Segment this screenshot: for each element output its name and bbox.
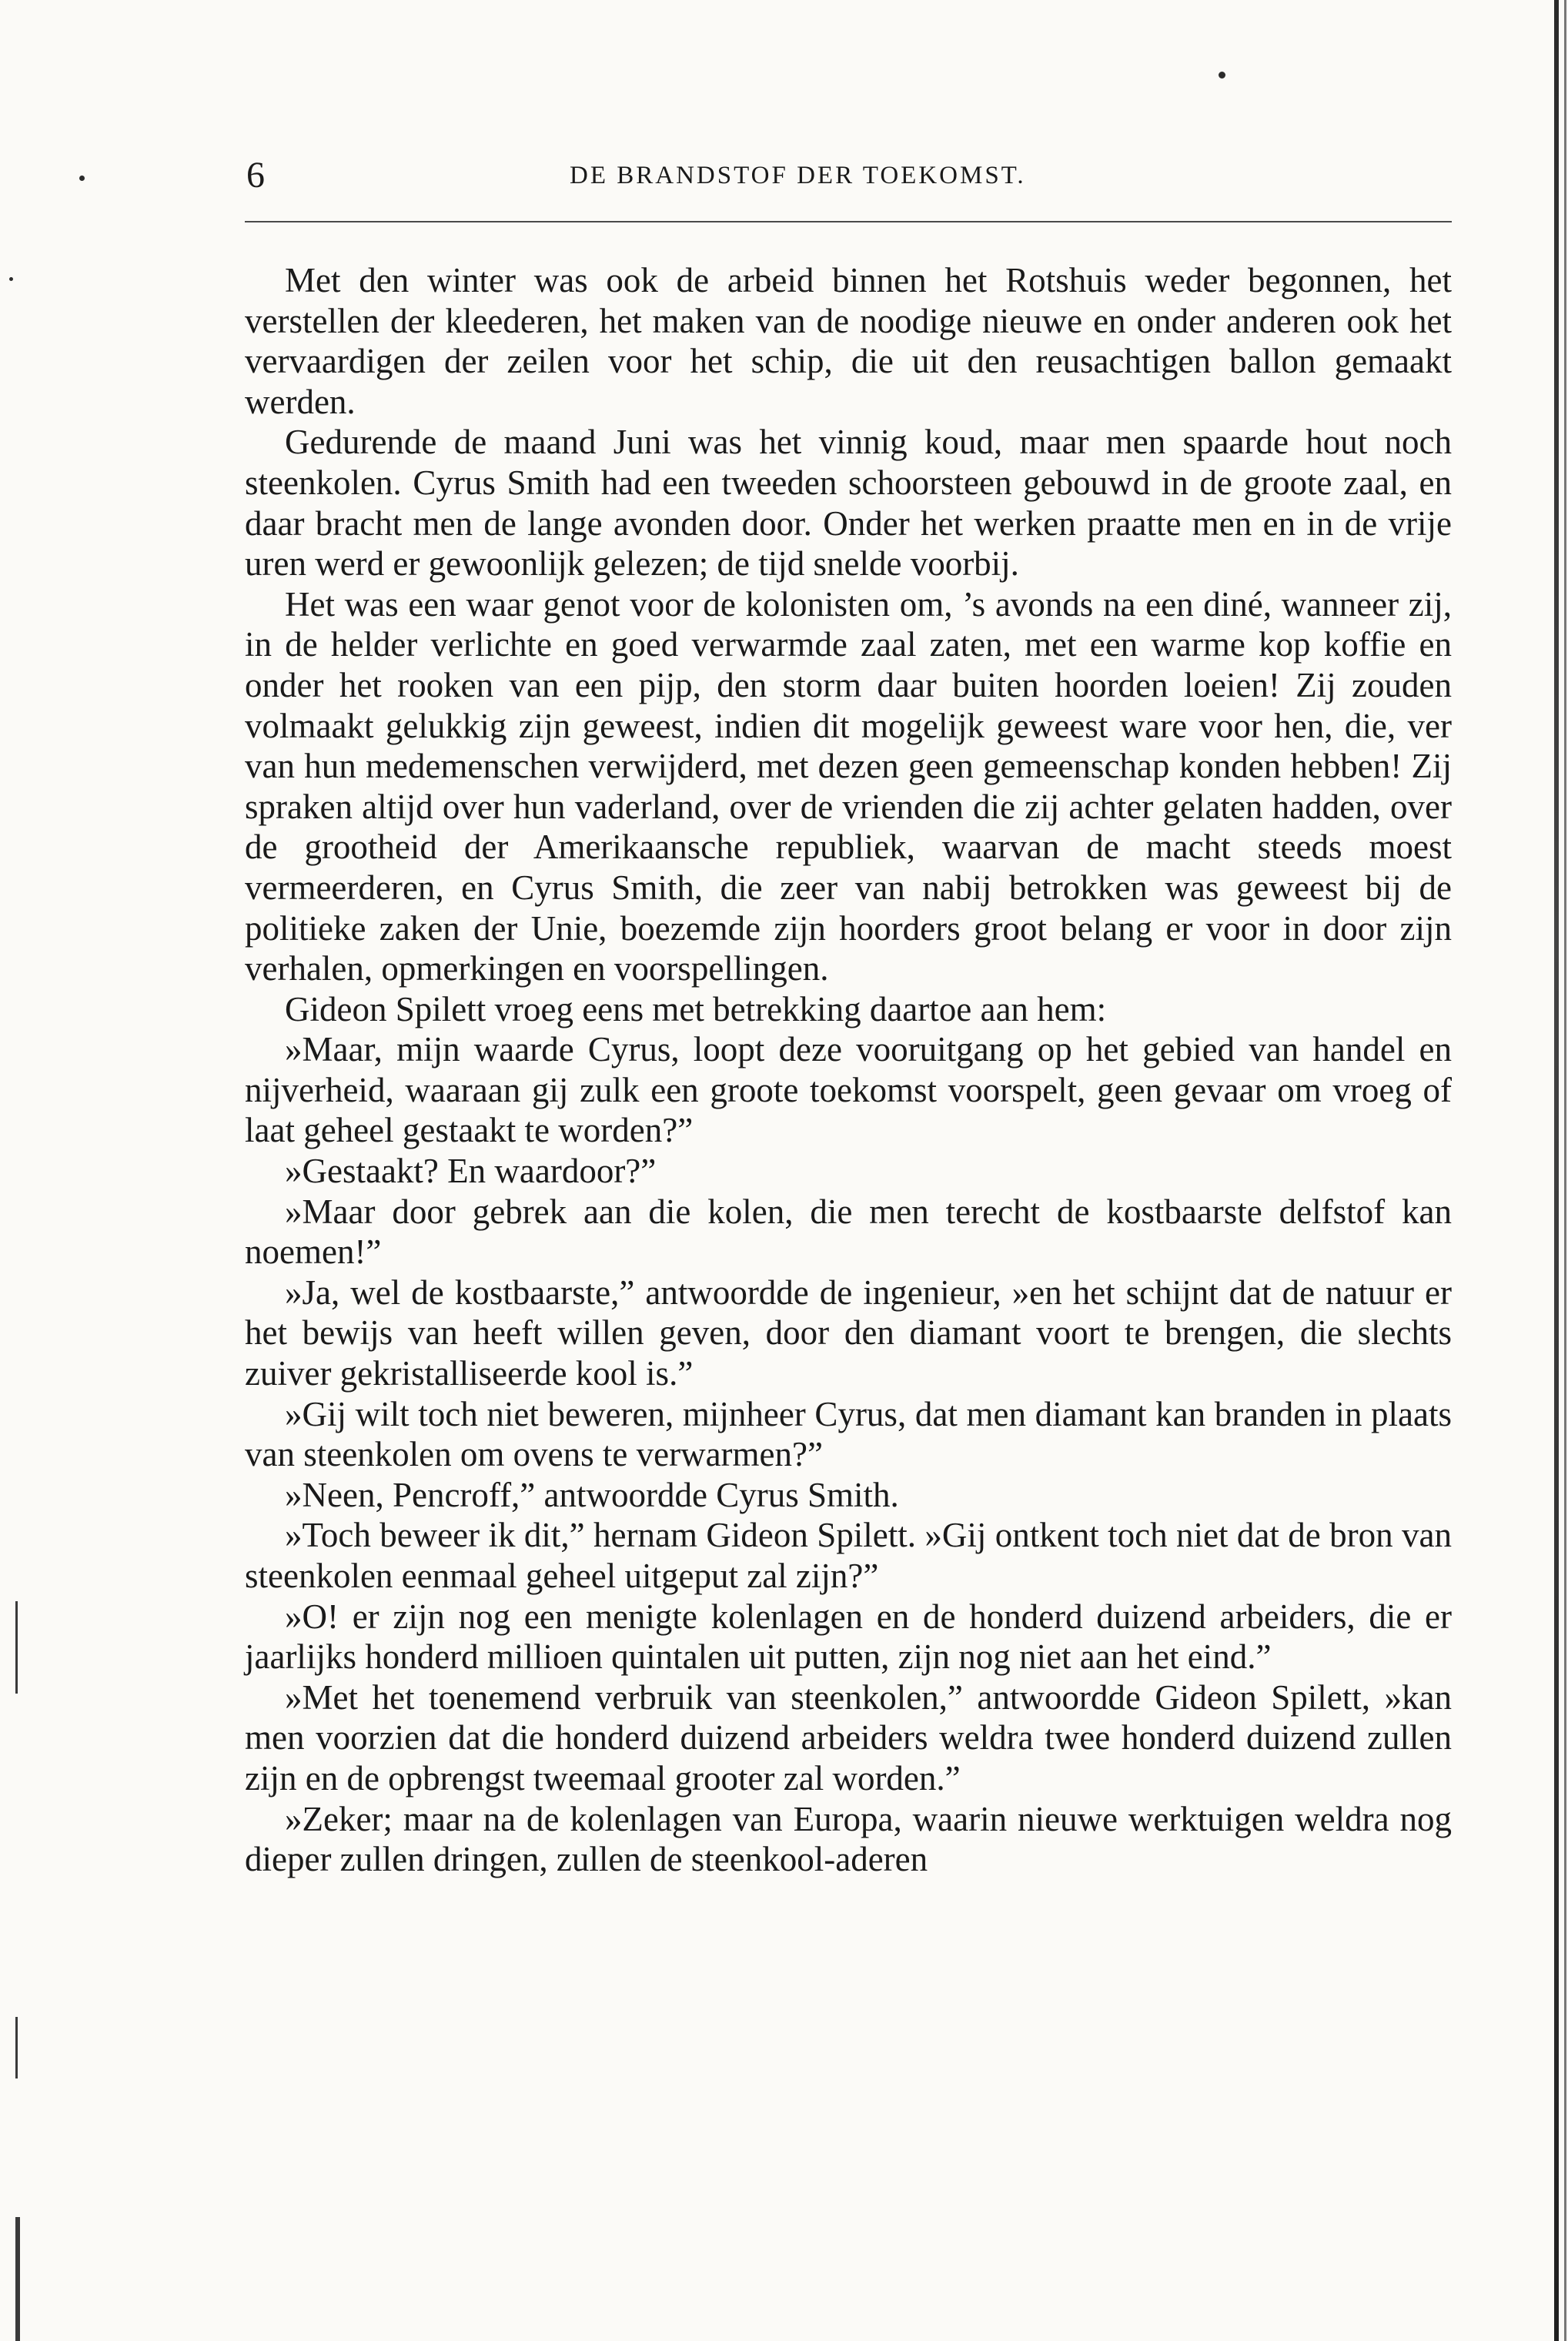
left-edge-mark (15, 2017, 18, 2078)
stray-mark (9, 277, 13, 281)
paragraph: Gedurende de maand Juni was het vinnig koud, maar men spaarde hout noch steenkolen. Cyrus Smith had een tweeden schoorsteen gebouwd in de groote zaal, en daar bracht men de lange avonden door. Onder het werken praatte men en in de vrije uren werd er gewoonlijk gelezen; de tijd snelde voorbij. (245, 423, 1452, 584)
body-text (245, 260, 1452, 1880)
paragraph: »Toch beweer ik dit,” hernam Gideon Spilett. »Gij ontkent toch niet dat de bron van steenkolen eenmaal geheel uitgeput zal zijn?” (245, 1516, 1452, 1595)
paragraph: »O! er zijn nog een menigte kolenlagen en de honderd duizend arbeiders, die er jaarlijks honderd millioen quintalen uit putten, zijn nog niet aan het eind.” (245, 1597, 1452, 1677)
paragraph: »Ja, wel de kostbaarste,” antwoordde de ingenieur, »en het schijnt dat de natuur er het bewijs van heeft willen geven, door den diamant voort te brengen, die slechts zuiver gekristalliseerde kool is.” (245, 1273, 1452, 1393)
running-title: DE BRANDSTOF DER TOEKOMST. (570, 162, 1026, 189)
paragraph: Het was een waar genot voor de kolonisten om, ’s avonds na een diné, wanneer zij, in de helder verlichte en goed verwarmde zaal zaten, met een warme kop koffie en onder het rooken van een pijp, den storm daar buiten hoorden loeien! Zij zouden volmaakt gelukkig zijn geweest, indien dit mogelijk geweest ware voor hen, die, ver van hun medemenschen verwijderd, met dezen geen gemeenschap konden hebben! Zij spraken altijd over hun vaderland, over de vrienden die zij achter gelaten hadden, over de grootheid der Amerikaansche republiek, waarvan de macht steeds moest vermeerderen, en Cyrus Smith, die zeer van nabij betrokken was geweest bij de politieke zaken der Unie, boezemde zijn hoorders groot belang er voor in door zijn verhalen, opmerkingen en voorspellingen. (245, 584, 1452, 988)
paragraph: »Maar door gebrek aan die kolen, die men terecht de kostbaarste delfstof kan noemen!” (245, 1192, 1452, 1272)
stray-mark (1219, 72, 1225, 79)
paragraph: »Maar, mijn waarde Cyrus, loopt deze vooruitgang op het gebied van handel en nijverheid, waaraan gij zulk een groote toekomst voorspelt, geen gevaar om vroeg of laat geheel gestaakt te worden?” (245, 1030, 1452, 1150)
paragraph: »Gij wilt toch niet beweren, mijnheer Cyrus, dat men diamant kan branden in plaats van steenkolen om ovens te verwarmen?” (245, 1394, 1452, 1474)
paragraph: Gideon Spilett vroeg eens met betrekking daartoe aan hem: (285, 989, 1107, 1028)
paragraph: »Neen, Pencroff,” antwoordde Cyrus Smith. (285, 1475, 899, 1514)
header-rule (245, 221, 1452, 222)
stray-mark (79, 176, 85, 181)
paragraph: Met den winter was ook de arbeid binnen het Rotshuis weder begonnen, het verstellen der kleederen, het maken van de noodige nieuwe en onder anderen ook het vervaardigen der zeilen voor het schip, die uit den reusachtigen ballon gemaakt werden. (245, 261, 1452, 421)
binding-edge-shadow (1564, 0, 1566, 2341)
paragraph: »Zeker; maar na de kolenlagen van Europa, waarin nieuwe werktuigen weldra nog dieper zullen dringen, zullen de steenkool-aderen (245, 1799, 1452, 1879)
paragraph: »Gestaakt? En waardoor?” (285, 1152, 657, 1191)
left-edge-mark (15, 1601, 18, 1694)
paragraph: »Met het toenemend verbruik van steenkolen,” antwoordde Gideon Spilett, »kan men voorzien dat die honderd duizend arbeiders weldra twee honderd duizend zullen zijn en de opbrengst tweemaal grooter zal worden.” (245, 1677, 1452, 1798)
page-number: 6 (246, 155, 265, 196)
binding-edge (1554, 0, 1559, 2341)
left-edge-mark (15, 2217, 20, 2341)
